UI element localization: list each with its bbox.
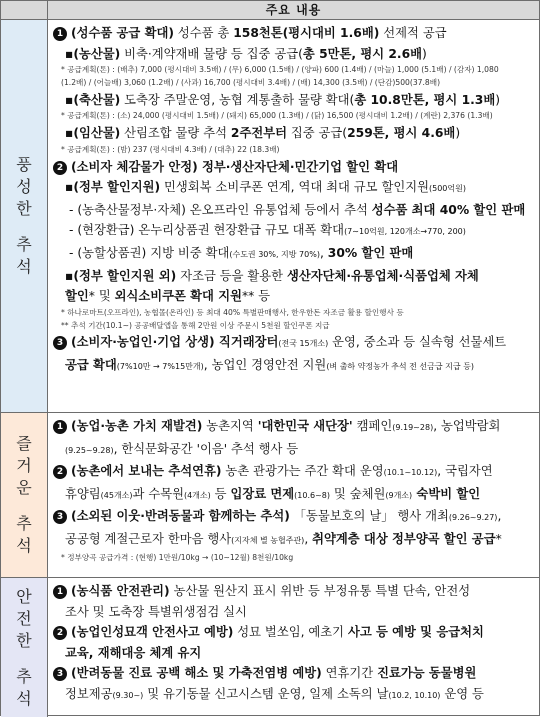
content-line xyxy=(53,110,534,123)
content-line xyxy=(53,200,534,221)
content-line xyxy=(53,123,534,144)
text-span: 총 5만톤, 평시 2.6배 xyxy=(302,46,423,61)
text-span: * 및 xyxy=(88,289,115,304)
text-span: ▪(정부 할인지원) xyxy=(65,180,161,195)
section-label-char: 석 xyxy=(16,688,32,708)
section-label-char: 추 xyxy=(16,666,32,686)
text-span: 과 수목원 xyxy=(132,486,184,501)
section-label-safe-chuseok xyxy=(1,578,48,717)
text-span: (소외된 이웃·반려동물과 함께하는 추석) xyxy=(71,509,290,524)
text-span: - (농축산물정부·자체) xyxy=(69,202,186,217)
text-span: 운영, 중소과 등 실속형 선물세트 xyxy=(328,335,507,350)
text-span: , 한식문화공간 '이음' 추석 행사 등 xyxy=(113,441,299,456)
content-line xyxy=(53,529,534,552)
content-line xyxy=(53,439,534,462)
content-line xyxy=(53,77,534,90)
content-line xyxy=(53,355,534,378)
text-span: 공급 확대 xyxy=(65,357,117,372)
text-span: , 농업박람회 xyxy=(433,419,501,433)
item-number-badge: 3 xyxy=(53,510,67,524)
text-span: , xyxy=(304,531,313,546)
text-span: ▪(축산물) xyxy=(65,92,121,107)
text-span: (소비자 체감물가 안정) xyxy=(71,159,198,174)
text-span: (수도권 30%, 지방 70%) xyxy=(229,249,320,259)
content-line xyxy=(53,320,534,333)
text-span: ▪(정부 할인지원 외) xyxy=(65,268,177,283)
text-span: ) xyxy=(455,126,461,141)
text-span: ** 등 xyxy=(241,289,271,304)
text-span: 취약계층 대상 정부양곡 할인 공급 xyxy=(312,531,496,546)
text-span: 및 숲체원 xyxy=(330,486,386,501)
text-span: (1.2배) / (어늘배) 3,060 (1.2배) / (사과) 16,700 (평시대비 3.4배) / (배) 14,300 (3.5배) / (단감)500(37.8배) xyxy=(61,77,441,87)
section-label-joyful-chuseok xyxy=(1,413,48,577)
numbered-item xyxy=(53,23,534,44)
text-span: 사고 등 예방 및 응급처치 xyxy=(347,625,484,640)
text-span: (45개소) xyxy=(100,490,133,500)
text-span: 성묘 벌쏘임, 예초기 xyxy=(233,625,348,640)
text-span: 민생회복 소비쿠폰 연계, 역대 최대 규모 할인지원 xyxy=(160,180,429,195)
text-span: ** 추석 기간(10.1~) 공공배달앱을 통해 2만원 이상 주문시 5천원 할인쿠폰 지급 xyxy=(61,320,330,330)
text-span: * xyxy=(495,531,502,546)
item-number-badge: 2 xyxy=(53,626,67,640)
text-span: 캠페인 xyxy=(352,419,393,433)
text-span: 입장료 면제 xyxy=(230,486,295,501)
section-label-char: 한 xyxy=(16,630,32,650)
text-span: 성수품 최대 40% 할인 판매 xyxy=(371,202,526,217)
text-span: (반려동물 진료 공백 해소 및 가축전염병 예방) xyxy=(71,666,322,681)
item-number-badge: 3 xyxy=(53,667,67,681)
text-span: 집중 공급( xyxy=(286,126,348,141)
text-span: 30% 할인 판매 xyxy=(327,245,414,260)
text-span: 「동물보호의 날」 행사 개최 xyxy=(289,509,449,524)
text-span: , xyxy=(319,245,328,260)
content-line xyxy=(53,684,534,707)
text-span: 259톤, 평시 4.6배 xyxy=(347,126,456,141)
text-span: 진료가능 동물병원 xyxy=(377,666,477,681)
text-span: 할인 xyxy=(65,289,89,304)
text-span: , xyxy=(497,509,502,524)
text-span: 산림조합 물량 추석 xyxy=(120,126,231,141)
text-span: 숙박비 할인 xyxy=(412,486,481,501)
content-line xyxy=(53,44,534,65)
section-label-char: 즐 xyxy=(16,434,32,453)
text-span: (농업·농촌 가치 재발견) xyxy=(71,419,203,433)
text-span: 농촌 관광가는 주간 확대 운영 xyxy=(221,464,384,479)
content-line xyxy=(53,266,534,287)
text-span: 158천톤(평시대비 1.6배) xyxy=(233,26,380,40)
content-line xyxy=(53,243,534,266)
section-label-char: 추 xyxy=(16,514,32,533)
text-span: ) xyxy=(495,92,501,107)
section-label-char: 풍 xyxy=(16,155,32,174)
text-span: 2주전부터 xyxy=(230,126,287,141)
section-content-safe-chuseok xyxy=(48,578,539,717)
text-span: 비축·계약재배 물량 등 집중 공급( xyxy=(120,46,303,61)
content-line xyxy=(53,602,534,623)
content-line xyxy=(53,643,534,664)
text-span: 정보제공 xyxy=(65,686,113,701)
header-blank-cell xyxy=(1,1,48,19)
text-span: , 농업인 경영안전 지원 xyxy=(203,357,327,372)
text-span: (농업인성묘객 안전사고 예방) xyxy=(71,625,234,640)
content-line xyxy=(53,144,534,157)
numbered-item xyxy=(53,622,534,643)
text-span: 자조금 등을 활용한 xyxy=(176,268,287,283)
numbered-item xyxy=(53,157,534,178)
text-span: 공공형 계절근로자 한마음 행사 xyxy=(65,531,232,546)
text-span: 등 xyxy=(210,486,231,501)
text-span: 직거래장터 xyxy=(214,335,279,350)
text-span: * 정부양곡 공급가격 : (현행) 1만원/10kg → (10~12월) 8천원/10kg xyxy=(61,552,294,562)
text-span: (10.2, 10.10) xyxy=(388,690,441,700)
section-label-char: 석 xyxy=(16,536,32,555)
numbered-item xyxy=(53,461,534,484)
text-span: ▪(임산물) xyxy=(65,126,121,141)
section-row-safe-chuseok xyxy=(1,577,539,717)
text-span: (9.30~) xyxy=(112,690,144,700)
item-number-badge: 1 xyxy=(53,420,67,434)
text-span: (7%10만 → 7%15만개) xyxy=(116,361,204,371)
numbered-item xyxy=(53,332,534,355)
text-span: (9개소) xyxy=(385,490,413,500)
text-span: (전국 15개소) xyxy=(278,339,329,349)
content-line xyxy=(53,64,534,77)
text-span: 온오프라인 유통업체 등에서 추석 xyxy=(185,202,372,217)
text-span: (7∼10억원, 120개소→770, 200) xyxy=(344,227,466,237)
text-span: - (현장환급) 온누리상품권 현장환급 규모 대폭 확대 xyxy=(69,223,345,238)
content-line xyxy=(53,177,534,200)
section-content-abundant-chuseok xyxy=(48,20,539,412)
section-label-char: 추 xyxy=(16,235,32,254)
text-span: 및 유기동물 신고시스템 운영, 일제 소독의 날 xyxy=(143,686,389,701)
numbered-item xyxy=(53,416,534,439)
text-span: 총 10.8만톤, 평시 1.3배 xyxy=(354,92,496,107)
text-span: (10.1~10.12) xyxy=(383,468,438,478)
text-span: 외식소비쿠폰 확대 지원 xyxy=(114,289,242,304)
text-span: (지자체 별 농협주관) xyxy=(231,535,305,545)
text-span: 성수품 총 xyxy=(173,26,234,40)
text-span: (성수품 공급 확대) xyxy=(71,26,174,40)
item-number-badge: 1 xyxy=(53,585,67,599)
item-number-badge: 1 xyxy=(53,27,67,41)
text-span: 연휴기간 xyxy=(321,666,378,681)
section-label-char: 운 xyxy=(16,478,32,497)
item-number-badge: 2 xyxy=(53,465,67,479)
text-span: 도축장 주말운영, 농협 계통출하 물량 확대( xyxy=(120,92,355,107)
text-span: (농촌에서 보내는 추석연휴) xyxy=(71,464,222,479)
text-span: (농식품 안전관리) xyxy=(71,584,170,598)
text-span: ▪(농산물) xyxy=(65,46,121,61)
section-label-char: 한 xyxy=(16,199,32,218)
text-span: 농촌지역 xyxy=(202,419,258,433)
text-span: (9.19~28) xyxy=(392,423,434,432)
text-span: 선제적 공급 xyxy=(379,26,447,40)
text-span: , 국립자연 xyxy=(437,464,493,479)
text-span: * 하나로마트(오프라인), 농협몰(온라인) 등 최대 40% 특별판매행사, 한우한돈 자조금 활용 할인행사 등 xyxy=(61,307,404,317)
text-span: (9.25~9.28) xyxy=(65,445,114,455)
section-label-char: 성 xyxy=(16,177,32,196)
numbered-item xyxy=(53,663,534,684)
item-number-badge: 3 xyxy=(53,336,67,350)
content-line xyxy=(53,286,534,307)
section-row-abundant-chuseok xyxy=(1,19,539,412)
text-span: * 공급계획(톤) : (밤) 237 (평시대비 4.3배) / (대추) 22 (18.3배) xyxy=(61,144,280,154)
numbered-item xyxy=(53,581,534,602)
text-span: ) xyxy=(422,46,427,61)
table-header xyxy=(1,1,539,19)
numbered-item xyxy=(53,506,534,529)
text-span: 휴양림 xyxy=(65,486,101,501)
section-row-joyful-chuseok xyxy=(1,412,539,577)
text-span: (500억원) xyxy=(429,184,466,194)
section-label-char: 안 xyxy=(16,586,32,606)
content-line xyxy=(53,484,534,507)
text-span: - (농할상품권) 지방 비중 확대 xyxy=(69,245,230,260)
text-span: (9.26~9.27) xyxy=(448,513,498,523)
text-span: 운영 등 xyxy=(440,686,484,701)
text-span: (소비자·농업인·기업 상생) xyxy=(71,335,215,350)
text-span: 농산물 원산지 표시 위반 등 부정유통 특별 단속, 안전성 xyxy=(169,584,471,598)
section-label-char: 거 xyxy=(16,456,32,475)
text-span: 조사 및 도축장 특별위생점검 실시 xyxy=(65,604,247,619)
text-span: * 공급계획(톤) : (소) 24,000 (평시대비 1.5배) / (돼지) 65,000 (1.3배) / (닭) 16,500 (평시대비 1.2배) / (계란) 2,376 (1.3배) xyxy=(61,111,493,121)
text-span: (벼 출하 약정농가 추석 전 선금급 지급 등) xyxy=(326,361,475,371)
section-label-abundant-chuseok xyxy=(1,20,48,412)
text-span: 생산자단체·유통업체·식품업체 자체 xyxy=(286,268,479,283)
item-number-badge: 2 xyxy=(53,161,67,175)
text-span: '대한민국 새단장' xyxy=(257,419,353,433)
content-line xyxy=(53,307,534,320)
text-span: 교육, 재해대응 체계 유지 xyxy=(65,645,202,660)
section-label-char: 석 xyxy=(16,257,32,276)
text-span: (4개소) xyxy=(183,490,211,500)
section-content-joyful-chuseok xyxy=(48,413,539,577)
text-span: * 공급계획(톤) : (배추) 7,000 (평시대비 3.5배) / (무) 6,000 (1.5배) / (양파) 600 (1.4배) / (마늘) 1,000 (5.1배) / (감자) 1,080 xyxy=(61,65,499,75)
header-title: 주요 내용 xyxy=(48,1,539,19)
content-line xyxy=(53,90,534,111)
content-line xyxy=(53,552,534,565)
section-label-char: 전 xyxy=(16,608,32,628)
text-span: 정부·생산자단체·민간기업 할인 확대 xyxy=(197,159,399,174)
text-span: (10.6~8) xyxy=(294,490,331,500)
content-line xyxy=(53,220,534,243)
